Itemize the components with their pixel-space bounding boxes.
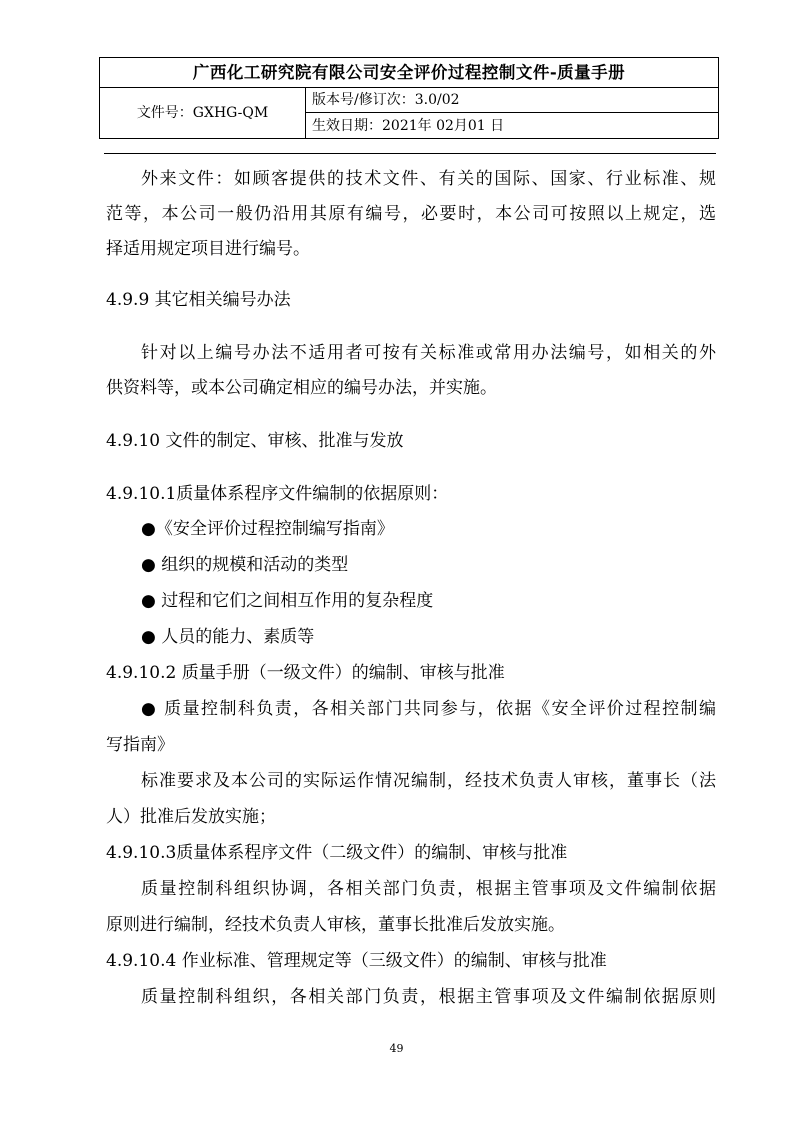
paragraph-line: 供资料等，或本公司确定相应的编号办法，并实施。	[106, 378, 497, 398]
paragraph-line: 针对以上编号办法不适用者可按有关标准或常用办法编号，如相关的外	[141, 343, 716, 363]
paragraph-line: 写指南》	[106, 735, 174, 755]
header-effective-date: 生效日期：2021年 02月01 日	[312, 118, 505, 134]
paragraph-line: 人）批准后发放实施；	[106, 807, 276, 827]
bullet-item: ●《安全评价过程控制编写指南》	[141, 519, 394, 539]
section-heading: 4.9.9 其它相关编号办法	[106, 290, 291, 310]
header-version: 版本号/修订次：3.0/02	[306, 88, 718, 113]
bullet-item: ● 过程和它们之间相互作用的复杂程度	[141, 591, 434, 611]
paragraph-line: 范等，本公司一般仍沿用其原有编号，必要时，本公司可按照以上规定，选	[106, 204, 716, 224]
subsection-heading: 4.9.10.4 作业标准、管理规定等（三级文件）的编制、审核与批准	[106, 951, 607, 971]
subsection-heading: 4.9.10.3质量体系程序文件（二级文件）的编制、审核与批准	[106, 843, 568, 863]
paragraph-line: 外来文件：如顾客提供的技术文件、有关的国际、国家、行业标准、规	[141, 169, 716, 189]
paragraph-line: 质量控制科组织，各相关部门负责，根据主管事项及文件编制依据原则	[141, 987, 716, 1007]
bullet-item: ● 组织的规模和活动的类型	[141, 555, 349, 575]
bullet-item: ● 人员的能力、素质等	[141, 627, 315, 647]
bullet-item: ● 质量控制科负责，各相关部门共同参与，依据《安全评价过程控制编	[141, 699, 716, 719]
paragraph-line: 质量控制科组织协调，各相关部门负责，根据主管事项及文件编制依据	[141, 879, 716, 899]
page-number: 49	[389, 1042, 404, 1055]
paragraph-line: 原则进行编制，经技术负责人审核，董事长批准后发放实施。	[106, 915, 565, 935]
header-doc-number: 文件号：GXHG-QM	[100, 88, 306, 139]
paragraph-line: 标准要求及本公司的实际运作情况编制，经技术负责人审核，董事长（法	[141, 771, 716, 791]
header-title: 广西化工研究院有限公司安全评价过程控制文件-质量手册	[100, 58, 718, 88]
header-divider	[104, 153, 716, 154]
subsection-heading: 4.9.10.2 质量手册（一级文件）的编制、审核与批准	[106, 663, 505, 683]
paragraph-line: 择适用规定项目进行编号。	[106, 239, 310, 259]
document-header-table	[99, 57, 719, 139]
section-heading: 4.9.10 文件的制定、审核、批准与发放	[106, 431, 404, 451]
subsection-heading: 4.9.10.1质量体系程序文件编制的依据原则：	[106, 484, 449, 504]
